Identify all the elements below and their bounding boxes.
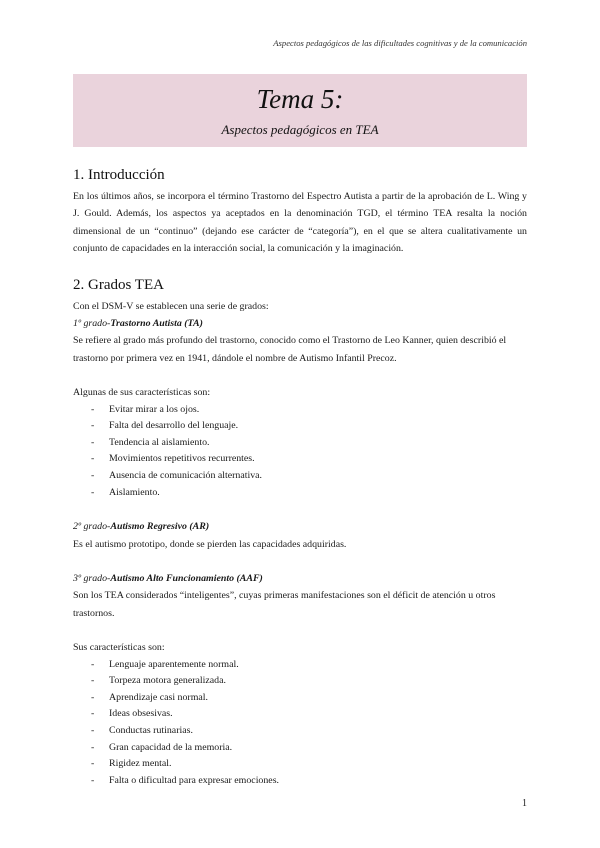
grade3-characteristics-list [73,657,527,790]
grade3-title [73,570,527,587]
list-item: - Lenguaje aparentemente normal. [91,658,239,670]
list-item: - Aprendizaje casi normal. [91,691,208,703]
grade2-description: Es el autismo prototipo, donde se pierden las capacidades adquiridas. [73,538,347,550]
document-body [73,165,527,789]
grade2-name: Autismo Regresivo (AR) [110,521,210,533]
list-item: - Falta o dificultad para expresar emociones. [91,774,280,786]
list-item: - Torpeza motora generalizada. [91,675,226,687]
grade1-list-intro: Algunas de sus características son: [73,387,211,399]
list-item: - Aislamiento. [91,486,160,498]
section-heading-grados: 2. Grados TEA [73,276,164,293]
grade3-ordinal: 3º grado- [73,573,111,585]
list-item: - Rigidez mental. [91,758,172,770]
list-item: - Tendencia al aislamiento. [91,436,210,448]
page-subtitle: Aspectos pedagógicos en TEA [221,122,379,137]
grades-intro: Con el DSM-V se establecen una serie de grados: [73,300,269,312]
grade3-description: Son los TEA considerados “inteligentes”, cuyas primeras manifestaciones son el déficit de atención u otros trastornos. [73,590,496,619]
intro-paragraph: En los últimos años, se incorpora el término Trastorno del Espectro Autista a partir de la aprobación de L. Wing y J. Gould. Además, los aspectos ya aceptados en la denominación TGD, el término TEA resalta la noción dimensional de un “continuo” (dejando ese carácter de “categoría”), en el que se altera cualitativamente un conjunto de capacidades en la interacción social, la comunicación y la imaginación. [73,191,527,255]
title-band [73,74,527,147]
grade1-description: Se refiere al grado más profundo del trastorno, conocido como el Trastorno de Leo Kanner, quien describió el trastorno por primera vez en 1941, dándole el nombre de Autismo Infantil Precoz. [73,335,507,364]
list-item: - Conductas rutinarias. [91,725,193,737]
grade2-ordinal: 2º grado- [73,521,111,533]
list-item: - Movimientos repetitivos recurrentes. [91,453,255,465]
grade1-ordinal: 1º grado- [73,318,111,330]
list-item: - Gran capacidad de la memoria. [91,741,233,753]
running-header: Aspectos pedagógicos de las dificultades cognitivas y de la comunicación [273,38,527,48]
list-item: - Falta del desarrollo del lenguaje. [91,420,239,432]
grade3-name: Autismo Alto Funcionamiento (AAF) [110,573,263,585]
list-item: - Evitar mirar a los ojos. [91,403,200,415]
grade1-characteristics-list [73,402,527,502]
list-item: - Ideas obsesivas. [91,708,173,720]
section-heading-introduccion: 1. Introducción [73,167,165,183]
grade3-list-intro: Sus características son: [73,642,165,654]
grade2-title [73,518,527,535]
page-number: 1 [522,798,527,809]
grade1-name: Trastorno Autista (TA) [110,318,203,330]
list-item: - Ausencia de comunicación alternativa. [91,470,262,482]
grade1-title [73,315,527,332]
page-title: Tema 5: [256,84,344,114]
